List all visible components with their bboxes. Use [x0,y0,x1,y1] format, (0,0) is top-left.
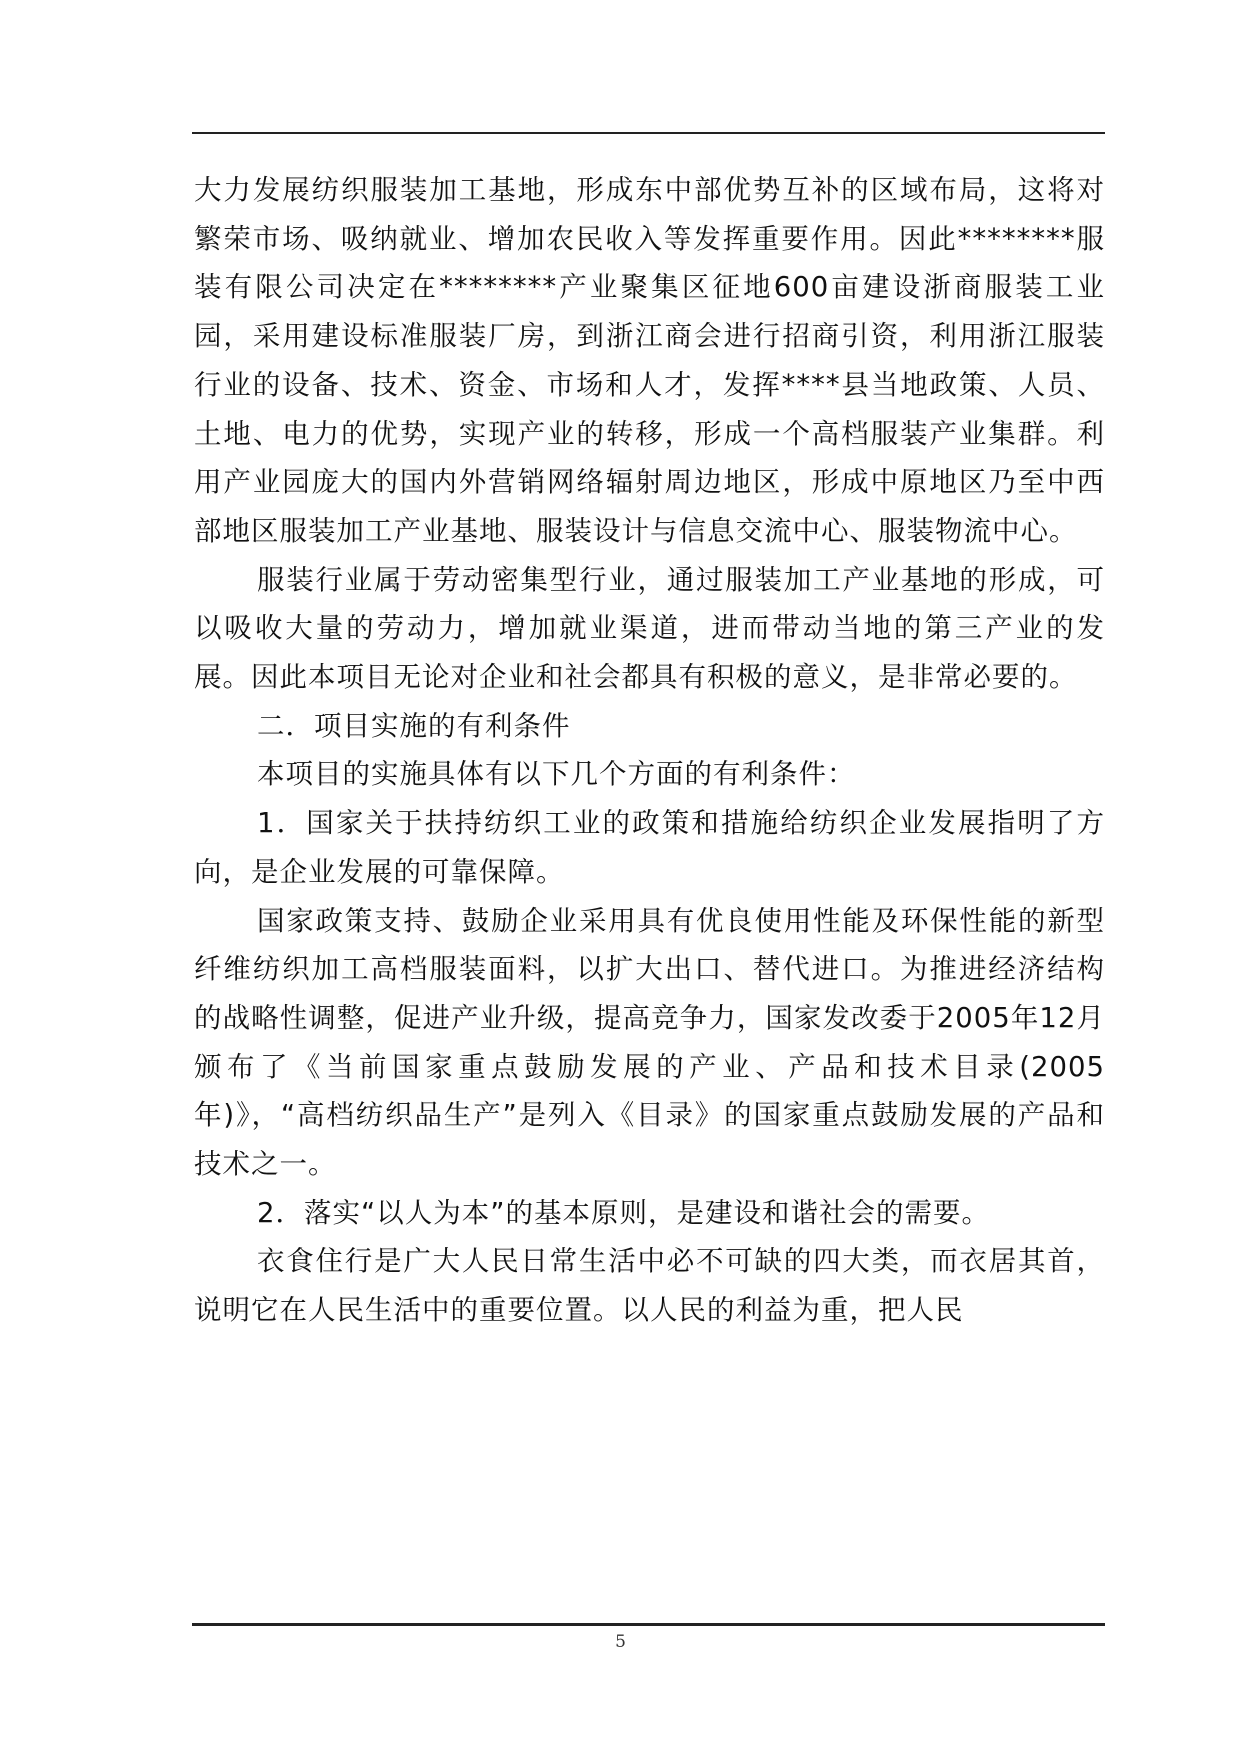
list-item-2: 2．落实“以人为本”的基本原则，是建设和谐社会的需要。 [257,1196,990,1229]
paragraph-4: 本项目的实施具体有以下几个方面的有利条件： [257,758,856,791]
paragraph-8: 衣食住行是广大人民日常生活中必不可缺的四大类，而衣居其首，说明它在人民生活中的重要位置。以人民的利益为重，把人民 [194,1245,1105,1327]
paragraph-6: 国家政策支持、鼓励企业采用具有优良使用性能及环保性能的新型纤维纺织加工高档服装面料，以扩大出口、替代进口。为推进经济结构的战略性调整，促进产业升级，提高竞争力，国家发改委于2005年12月颁布了《当前国家重点鼓励发展的产业、产品和技术目录(2005年)》，“高档纺织品生产”是列入《目录》的国家重点鼓励发展的产品和技术之一。 [194,904,1105,1181]
document-body [194,166,1105,1335]
paragraph-1: 大力发展纺织服装加工基地，形成东中部优势互补的区域布局，这将对繁荣市场、吸纳就业、增加农民收入等发挥重要作用。因此********服装有限公司决定在********产业聚集区征地600亩建设浙商服装工业园，采用建设标准服装厂房，到浙江商会进行招商引资，利用浙江服装行业的设备、技术、资金、市场和人才，发挥****县当地政策、人员、土地、电力的优势，实现产业的转移，形成一个高档服装产业集群。利用产业园庞大的国内外营销网络辐射周边地区，形成中原地区乃至中西部地区服装加工产业基地、服装设计与信息交流中心、服装物流中心。 [194,174,1105,547]
paragraph-2: 服装行业属于劳动密集型行业，通过服装加工产业基地的形成，可以吸收大量的劳动力，增加就业渠道，进而带动当地的第三产业的发展。因此本项目无论对企业和社会都具有积极的意义，是非常必要的。 [194,563,1105,694]
header-rule [192,132,1105,134]
footer-rule [192,1623,1105,1626]
section-heading: 二．项目实施的有利条件 [257,709,571,742]
page-number: 5 [615,1632,626,1652]
list-item-1: 1．国家关于扶持纺织工业的政策和措施给纺织企业发展指明了方向，是企业发展的可靠保障。 [194,807,1105,888]
